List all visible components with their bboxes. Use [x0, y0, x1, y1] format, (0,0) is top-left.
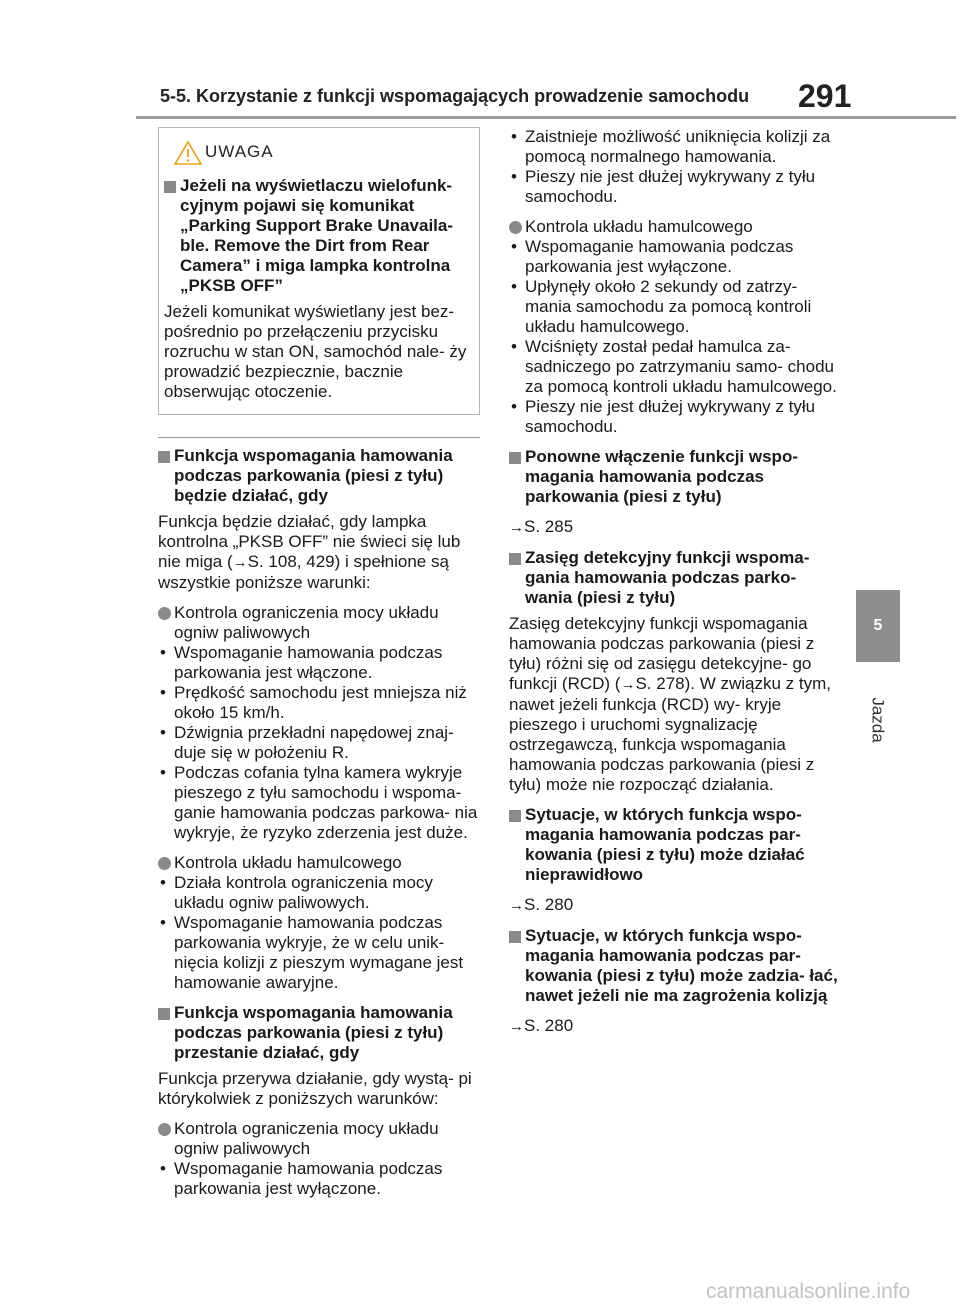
square-bullet-icon: [509, 810, 521, 822]
square-bullet-icon: [158, 1008, 170, 1020]
page-number: 291: [798, 78, 852, 114]
section-paragraph: Funkcja przerywa działanie, gdy wystą- pi którykolwiek z poniższych warunków:: [158, 1069, 472, 1108]
right-column: [509, 127, 839, 1037]
section-heading: Funkcja wspomagania hamowania podczas parkowania (piesi z tyłu) przestanie działać, gdy: [158, 1003, 480, 1063]
section-paragraph: Zasięg detekcyjny funkcji wspomagania hamowania podczas parkowania (piesi z tyłu) różni się od zasięgu detekcyjne- go funkcji (RCD) (→S. 278). W związku z tym, nawet jeżeli funkcja (RCD) wy- kryje pieszego i uruchomi sygnalizację ostrzegawczą, funkcja wspomagania hamowania podczas parkowania (piesi z tyłu) może nie rozpocząć działania.: [509, 614, 831, 794]
list-item: • Wspomaganie hamowania podczas parkowania wykryje, że w celu unik- nięcia kolizji z pieszym wymagane jest hamowanie awaryjne.: [158, 913, 480, 993]
left-column: [158, 446, 480, 1199]
circle-item: Kontrola ograniczenia mocy układu ogniw paliwowych: [158, 1119, 480, 1159]
arrow-ref-icon: →: [509, 519, 524, 536]
section-heading: Zasięg detekcyjny funkcji wspoma- gania hamowania podczas parko- wania (piesi z tyłu): [509, 548, 839, 608]
circle-bullet-icon: [158, 607, 171, 620]
warning-header: [159, 138, 479, 166]
section-heading: Funkcja wspomagania hamowania podczas parkowania (piesi z tyłu) będzie działać, gdy: [158, 446, 480, 506]
circle-bullet-icon: [158, 1123, 171, 1136]
chapter-tab: [856, 590, 900, 662]
list-item: • Zaistnieje możliwość uniknięcia kolizji za pomocą normalnego hamowania.: [509, 127, 839, 167]
list-item: • Wciśnięty został pedał hamulca za- sadniczego po zatrzymaniu samo- chodu za pomocą kontroli układu hamulcowego.: [509, 337, 839, 397]
section-heading: Sytuacje, w których funkcja wspo- magania hamowania podczas par- kowania (piesi z tyłu) może działać nieprawidłowo: [509, 805, 839, 885]
watermark: carmanualsonline.info: [706, 1280, 911, 1303]
list-item: • Działa kontrola ograniczenia mocy układu ogniw paliwowych.: [158, 873, 480, 913]
square-bullet-icon: [509, 931, 521, 943]
warning-text: Jeżeli komunikat wyświetlany jest bez- pośrednio po przełączeniu przycisku rozruchu w stan ON, samochód nale- ży prowadzić bezpiecznie, bacznie obserwując otoczenie.: [164, 302, 467, 401]
list-item: • Dźwignia przekładni napędowej znaj- duje się w położeniu R.: [158, 723, 480, 763]
circle-bullet-icon: [158, 857, 171, 870]
circle-bullet-icon: [509, 221, 522, 234]
warning-heading: Jeżeli na wyświetlaczu wielofunk- cyjnym pojawi się komunikat „Parking Support Brake Unavaila- ble. Remove the Dirt from Rear Camera” i miga lampka kontrolna „PKSB OFF”: [164, 176, 476, 296]
section-heading: Ponowne włączenie funkcji wspo- magania hamowania podczas parkowania (piesi z tyłu): [509, 447, 839, 507]
square-bullet-icon: [509, 553, 521, 565]
list-item: • Upłynęły około 2 sekundy od zatrzy- mania samochodu za pomocą kontroli układu hamulcowego.: [509, 277, 839, 337]
arrow-ref-icon: →: [509, 1018, 524, 1035]
section-divider: [158, 437, 480, 438]
arrow-ref-icon: →: [620, 676, 636, 693]
header-rule: [136, 116, 956, 119]
arrow-ref-icon: →: [509, 897, 524, 914]
warning-body: [164, 176, 476, 402]
warning-title: UWAGA: [205, 142, 274, 161]
warning-triangle-icon: [173, 140, 203, 166]
circle-item: Kontrola ograniczenia mocy układu ogniw paliwowych: [158, 603, 480, 643]
page-reference: →S. 280: [509, 895, 574, 914]
list-item: • Podczas cofania tylna kamera wykryje pieszego z tyłu samochodu i wspoma- ganie hamowania podczas parkowa- nia wykryje, że ryzyko zderzenia jest duże.: [158, 763, 480, 843]
list-item: • Pieszy nie jest dłużej wykrywany z tyłu samochodu.: [509, 167, 839, 207]
square-bullet-icon: [164, 181, 176, 193]
warning-box: [158, 127, 480, 415]
chapter-label: [858, 690, 898, 750]
arrow-ref-icon: →: [232, 554, 248, 571]
circle-item: Kontrola układu hamulcowego: [158, 853, 480, 873]
header-title: 5-5. Korzystanie z funkcji wspomagających prowadzenie samochodu: [160, 86, 750, 106]
chapter-number: 5: [873, 617, 883, 634]
chapter-label-text: Jazda: [869, 697, 888, 743]
square-bullet-icon: [509, 452, 521, 464]
circle-item: Kontrola układu hamulcowego: [509, 217, 839, 237]
square-bullet-icon: [158, 451, 170, 463]
list-item: • Wspomaganie hamowania podczas parkowania jest wyłączone.: [509, 237, 839, 277]
page-reference: →S. 280: [509, 1016, 574, 1035]
list-item: • Wspomaganie hamowania podczas parkowania jest wyłączone.: [158, 1159, 480, 1199]
list-item: • Pieszy nie jest dłużej wykrywany z tyłu samochodu.: [509, 397, 839, 437]
page-reference: →S. 285: [509, 517, 574, 536]
list-item: • Prędkość samochodu jest mniejsza niż około 15 km/h.: [158, 683, 480, 723]
section-paragraph: Funkcja będzie działać, gdy lampka kontrolna „PKSB OFF” nie świeci się lub nie miga (→S. 108, 429) i spełnione są wszystkie poniższe warunki:: [158, 512, 461, 592]
list-item: • Wspomaganie hamowania podczas parkowania jest włączone.: [158, 643, 480, 683]
section-heading: Sytuacje, w których funkcja wspo- magania hamowania podczas par- kowania (piesi z tyłu) może zadzia- łać, nawet jeżeli nie ma zagrożenia kolizją: [509, 926, 839, 1006]
